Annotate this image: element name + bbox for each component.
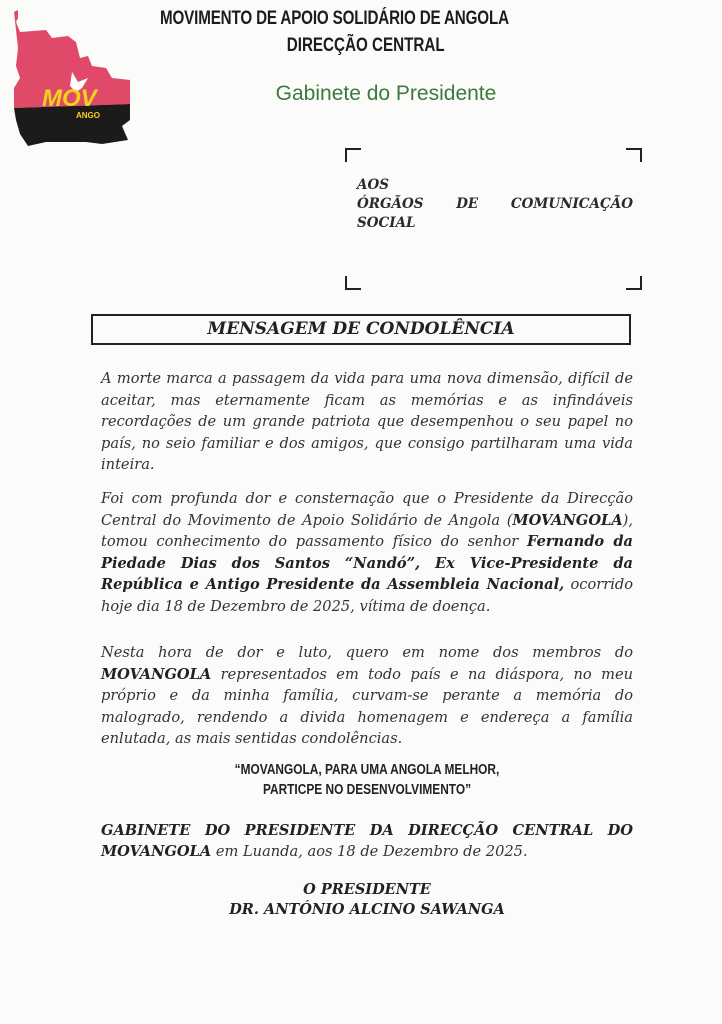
paragraph-3 bbox=[101, 642, 633, 750]
text-span: representados em todo país e na diáspora, no meu próprio e da minha família, curvam-se perante a memória do malogrado, rendendo a divida homenagem e endereça a família enlutada, as mais sentidas condolências. bbox=[101, 665, 633, 747]
organization-name: MOVIMENTO DE APOIO SOLIDÁRIO DE ANGOLA bbox=[160, 8, 509, 29]
addressee-word: ÓRGÃOS bbox=[357, 196, 424, 212]
movangola-logo bbox=[6, 8, 134, 152]
org-acronym: MOVANGOLA bbox=[101, 665, 212, 683]
closing-statement bbox=[101, 820, 633, 862]
signatory-name: DR. ANTÓNIO ALCINO SAWANGA bbox=[229, 901, 505, 918]
addressee-line-1: AOS bbox=[357, 177, 389, 193]
logo-subtext: ANGO bbox=[76, 111, 100, 120]
office-row bbox=[0, 82, 722, 106]
addressee-line-2 bbox=[357, 195, 633, 214]
address-corner-bottom-left bbox=[345, 276, 361, 290]
addressee-block bbox=[357, 176, 633, 233]
addressee-word: COMUNICAÇÃO bbox=[510, 196, 633, 212]
motto bbox=[101, 760, 633, 800]
org-acronym: MOVANGOLA bbox=[512, 511, 623, 529]
address-corner-top-left bbox=[345, 148, 361, 162]
deceased-name-title: Fernando da Piedade Dias dos Santos “Nandó”, Ex Vice-Presidente da República e Antigo Presidente da Assembleia Nacional, bbox=[101, 533, 633, 593]
addressee-word: DE bbox=[456, 196, 479, 212]
signatory-role: O PRESIDENTE bbox=[303, 881, 431, 898]
text-span: Foi com profunda dor e consternação que o Presidente da Direcção Central do Movimento de Apoio Solidário de Angola ( bbox=[101, 490, 633, 529]
logo-text: MOV bbox=[42, 85, 97, 112]
motto-line-1: “MOVANGOLA, PARA UMA ANGOLA MELHOR, bbox=[234, 762, 500, 778]
address-corner-bottom-right bbox=[626, 276, 642, 290]
address-corner-top-right bbox=[626, 148, 642, 162]
signature-block bbox=[101, 880, 633, 920]
text-span: Nesta hora de dor e luto, quero em nome dos membros do bbox=[101, 644, 633, 661]
closing-line-1: GABINETE DO PRESIDENTE DA DIRECÇÃO CENTRAL DO bbox=[101, 822, 633, 839]
closing-line-2 bbox=[101, 843, 528, 860]
closing-place-date: em Luanda, aos 18 de Dezembro de 2025. bbox=[211, 843, 528, 860]
motto-line-2: PARTICPE NO DESENVOLVIMENTO” bbox=[262, 782, 472, 798]
text-span: ocorrido hoje dia 18 de Dezembro de 2025, vítima de doença. bbox=[101, 576, 633, 615]
division-row bbox=[0, 35, 722, 57]
org-acronym: MOVANGOLA bbox=[101, 843, 212, 860]
division-name: DIRECÇÃO CENTRAL bbox=[287, 35, 445, 56]
paragraph-1: A morte marca a passagem da vida para uma nova dimensão, difícil de aceitar, mas eternamente ficam as memórias e as infindáveis recordações de um grande patriota que desempenhou o seu papel no país, no seio familiar e dos amigos, que consigo partilharam uma vida inteira. bbox=[101, 370, 633, 473]
addressee-line-3: SOCIAL bbox=[357, 215, 416, 231]
office-name: Gabinete do Presidente bbox=[275, 82, 497, 105]
document-title: MENSAGEM DE CONDOLÊNCIA bbox=[91, 314, 631, 345]
paragraph-2 bbox=[101, 488, 633, 617]
text-span: ), tomou conhecimento do passamento físico do senhor bbox=[101, 511, 633, 550]
